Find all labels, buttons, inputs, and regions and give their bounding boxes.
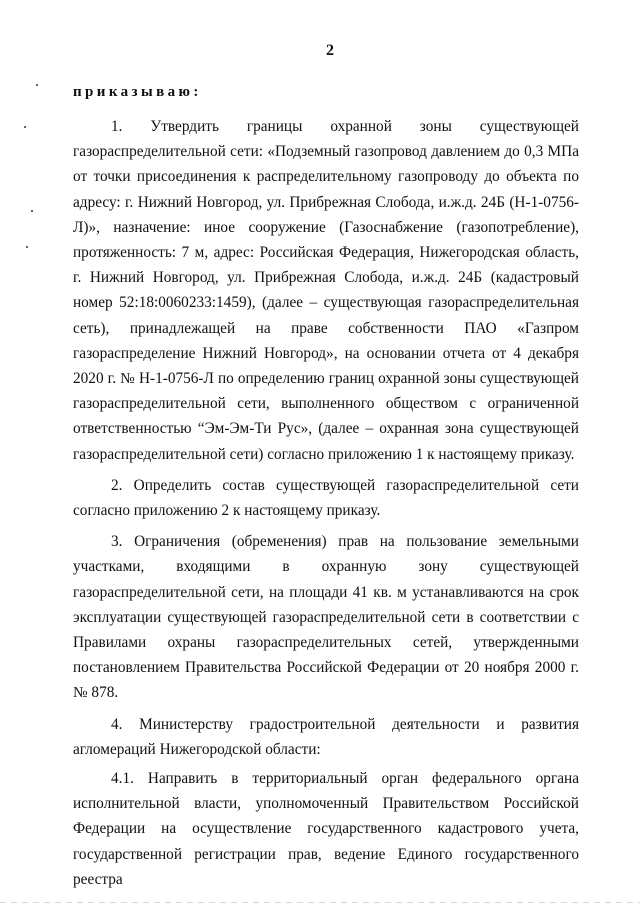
paragraph-2: 2. Определить состав существующей газораспределительной сети согласно приложению 2 к настоящему приказу. — [73, 476, 579, 520]
order-heading: приказываю: — [73, 84, 202, 100]
page-number: 2 — [326, 42, 334, 59]
paragraph-4: 4. Министерству градостроительной деятельности и развития агломераций Нижегородской области: — [73, 715, 579, 758]
scan-edge — [0, 902, 640, 903]
paragraph-1: 1. Утвердить границы охранной зоны существующей газораспределительной сети: «Подземный газопровод давлением до 0,3 МПа от точки присоединения к распределительному газопроводу до объекта по адресу: г. Нижний Новгород, ул. Прибрежная Слобода, и.ж.д. 24Б (Н-1-0756-Л)», назначение: иное сооружение (Газоснабжение (газопотребление), протяженность: 7 м, адрес: Российская Федерация, Нижегородская область, г. Нижний Новгород, ул. Прибрежная Слобода, и.ж.д. 24Б (кадастровый номер 52:18:0060233:1459), (далее – существующая газораспределительная сеть), принадлежащей на праве собственности ПАО «Газпром газораспределение Нижний Новгород», на основании отчета от 4 декабря 2020 г. № Н-1-0756-Л по определению границ охранной зоны существующей газораспределительной сети, выполненного обществом с ограниченной ответственностью “Эм-Эм-Ти Рус», (далее – охранная зона существующей газораспределительной сети) согласно приложению 1 к настоящему приказу. — [73, 118, 579, 463]
document-body — [73, 114, 579, 898]
paragraph-4-1: 4.1. Направить в территориальный орган федерального органа исполнительной власти, уполномоченный Правительством Российской Федерации на осуществление государственного кадастрового учета, государственной регистрации прав, ведение Единого государственного реестра — [73, 770, 579, 888]
paragraph-3: 3. Ограничения (обременения) прав на пользование земельными участками, входящими в охранную зону существующей газораспределительной сети, на площади 41 кв. м устанавливаются на срок эксплуатации существующей газораспределительной сети в соответствии с Правилами охраны газораспределительных сетей, утвержденными постановлением Правительства Российской Федерации от 20 ноября 2000 г. № 878. — [73, 533, 579, 702]
